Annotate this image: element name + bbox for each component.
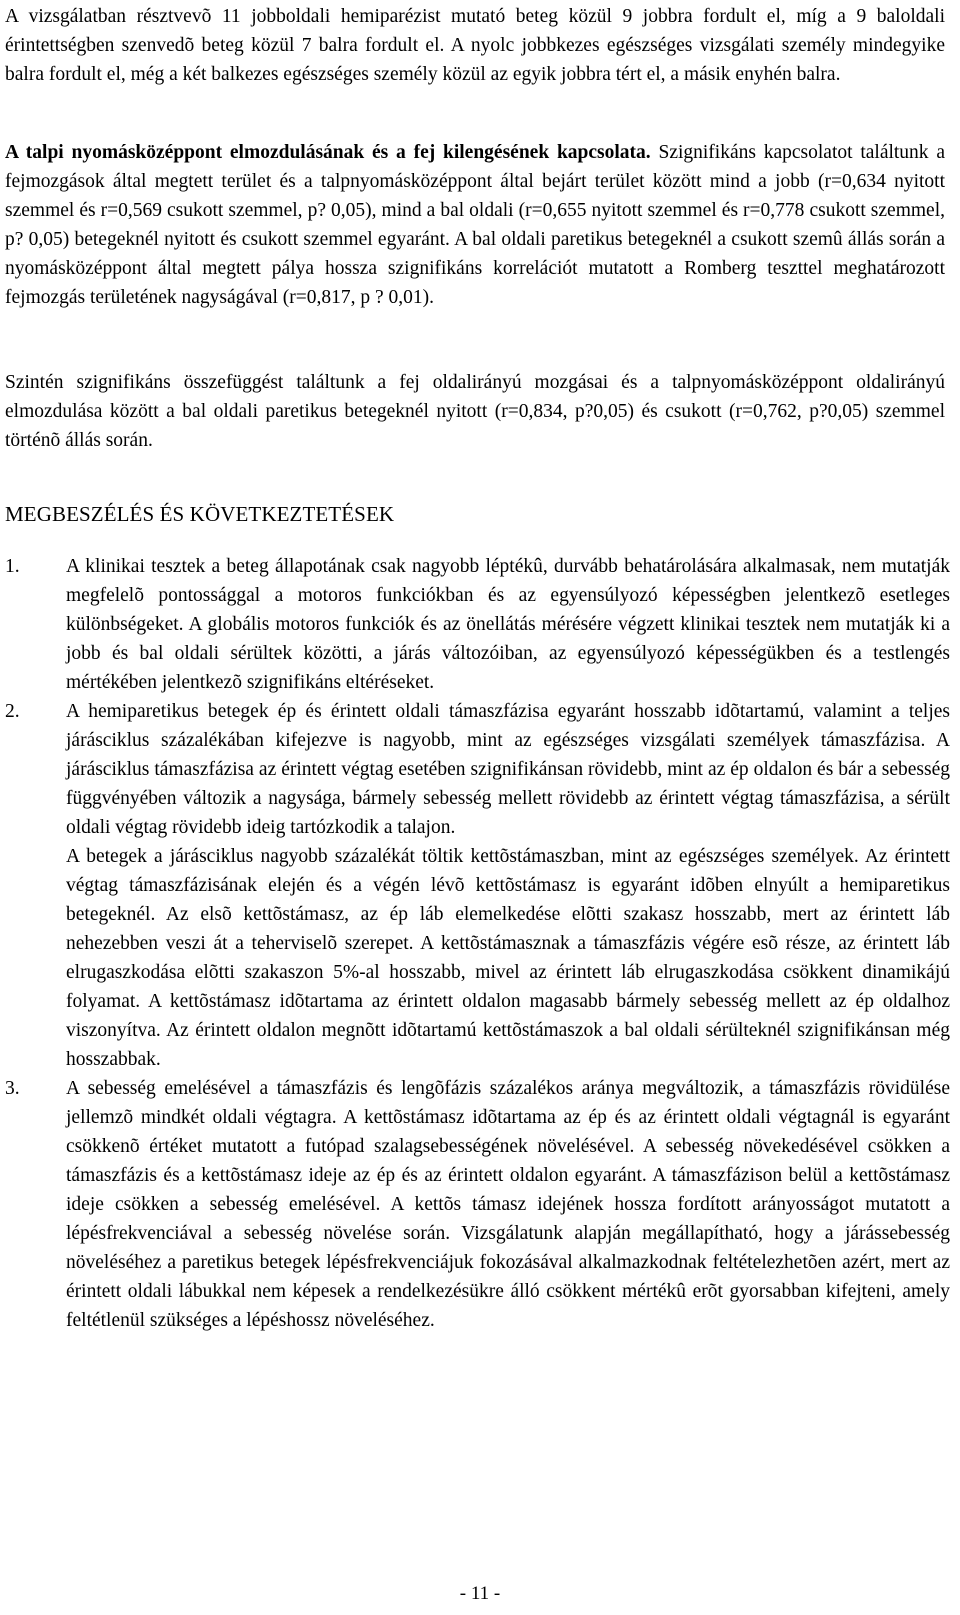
list-item-number: 2. [5,701,20,722]
conclusions-list [0,552,950,1335]
cop-paragraph-body: Szignifikáns kapcsolatot találtunk a fejmozgások által megtett terület és a talpnyomásközéppont által bejárt terület között mind a jobb (r=0,634 nyitott szemmel és r=0,569 csukott szemmel, p? 0,05), mind a bal oldali (r=0,655 nyitott szemmel és r=0,778 csukott szemmel, p? 0,05) betegeknél nyitott és csukott szemmel egyaránt. A bal oldali paretikus betegeknél a csukott szemû állás során a nyomásközéppont által megtett pálya hossza szignifikáns korrelációt mutatott a Romberg teszttel meghatározott fejmozgás területének nagyságával (r=0,817, p ? 0,01). [5,142,945,308]
lateral-paragraph: Szintén szignifikáns összefüggést találtunk a fej oldalirányú mozgásai és a talpnyomásközéppont oldalirányú elmozdulása között a bal oldali paretikus betegeknél nyitott (r=0,834, p?0,05) és csukott (r=0,762, p?0,05) szemmel történõ állás során. [5,372,945,451]
cop-paragraph [5,138,945,312]
list-item-number: 3. [5,1078,20,1099]
section-runin-title: A talpi nyomásközéppont elmozdulásának és a fej kilengésének kapcsolata. [5,142,651,163]
section-heading: MEGBESZÉLÉS ÉS KÖVETKEZTETÉSEK [5,502,395,526]
list-item-paragraph: A hemiparetikus betegek ép és érintett oldali támaszfázisa egyaránt hosszabb idõtartamú, valamint a teljes járásciklus százalékában kifejezve is nagyobb, mint az egészséges vizsgálati személyek támaszfázisa. A járásciklus támaszfázisa az érintett végtag esetében szignifikánsan rövidebb, mint az ép oldalon és bár a sebesség függvényében változik a nagysága, bármely sebesség mellett rövidebb az érintett végtag támaszfázisa, a sérült oldali végtag rövidebb ideig tartózkodik a talajon. [66,701,950,838]
list-item-paragraph: A sebesség emelésével a támaszfázis és lengõfázis százalékos aránya megváltozik, a támaszfázis rövidülése jellemzõ mindkét oldali végtagra. A kettõstámasz idõtartama az ép és az érintett oldali végtagnál is egyaránt csökkenõ értéket mutatott a futópad szalagsebességének növelésével. A sebesség növekedésével csökken a támaszfázis és a kettõstámasz ideje az ép és az érintett oldalon egyaránt. A támaszfázison belül a kettõstámasz ideje csökken a sebesség emelésével. A kettõs támasz idejének hossza fordított arányosságot mutatott a lépésfrekvenciával a sebesség növelése során. Vizsgálatunk alapján megállapítható, hogy a járássebesség növeléséhez a paretikus betegek lépésfrekvenciájuk fokozásával alkalmazkodnak feltételezhetõen azért, mert az érintett oldali lábukkal nem képesek a rendelkezésükre álló csökkent mértékû erõt gyorsabban kifejteni, amely feltétlenül szükséges a lépéshossz növeléséhez. [66,1078,950,1331]
list-item [0,552,950,697]
list-item [0,1074,950,1335]
list-item [0,697,950,1074]
list-item-number: 1. [5,556,20,577]
list-item-paragraph: A klinikai tesztek a beteg állapotának csak nagyobb léptékû, durvább behatárolására alkalmasak, nem mutatják megfelelõ pontossággal a motoros funkciókban és az egyensúlyozó képességben jelentkezõ esetleges különbségeket. A globális motoros funkciók és az önellátás mérésére végzett klinikai tesztek nem mutatják ki a jobb és bal oldali sérültek közötti, a járás változóiban, az egyensúlyozó képességükben és a testlengés mértékében jelentkezõ szignifikáns eltéréseket. [66,556,950,693]
page-number: - 11 - [459,1583,501,1604]
list-item-paragraph: A betegek a járásciklus nagyobb százalékát töltik kettõstámaszban, mint az egészséges személyek. Az érintett végtag támaszfázisának elején és a végén lévõ kettõstámasz is egyaránt idõben elnyúlt a hemiparetikus betegeknél. Az elsõ kettõstámasz, az ép láb elemelkedése elõtti szakasz hosszabb, mert az érintett láb nehezebben veszi át a teherviselõ szerepet. A kettõstámasznak a támaszfázis végére esõ része, az érintett láb elrugaszkodása elõtti szakaszon 5%-al hosszabb, mivel az érintett láb elrugaszkodása csökkent dinamikájú folyamat. A kettõstámasz idõtartama az érintett oldalon magasabb bármely sebesség mellett az ép oldalhoz viszonyítva. Az érintett oldalon megnõtt idõtartamú kettõstámaszok a bal oldali sérülteknél szignifikánsan még hosszabbak. [66,846,950,1070]
intro-paragraph: A vizsgálatban résztvevõ 11 jobboldali hemiparézist mutató beteg közül 9 jobbra fordult el, míg a 9 baloldali érintettségben szenvedõ beteg közül 7 balra fordult el. A nyolc jobbkezes egészséges vizsgálati személy mindegyike balra fordult el, még a két balkezes egészséges személy közül az egyik jobbra tért el, a másik enyhén balra. [5,6,945,85]
